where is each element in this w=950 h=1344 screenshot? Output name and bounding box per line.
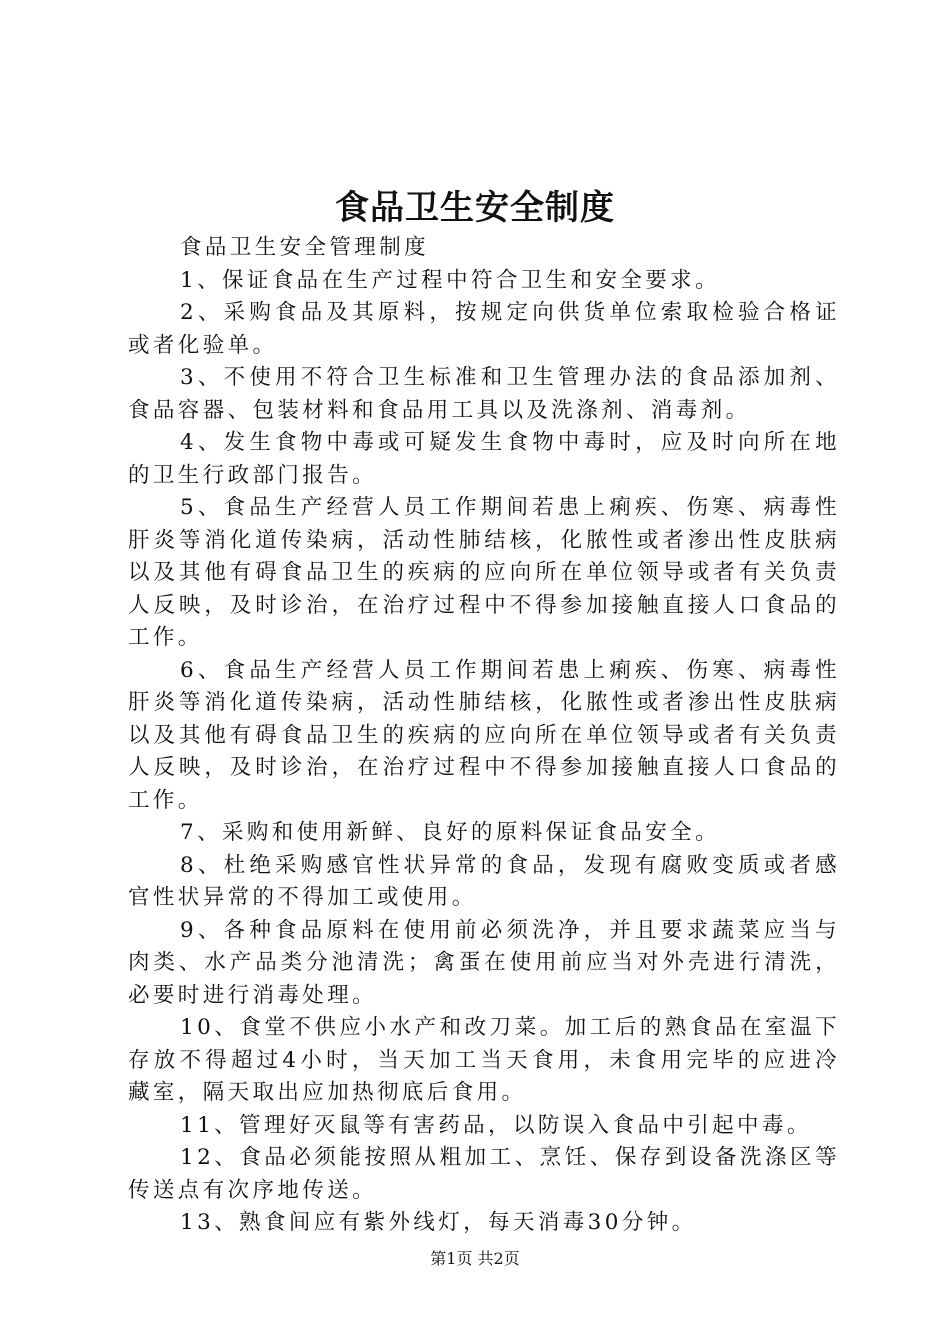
page-footer: 第1页 共2页 bbox=[430, 1249, 520, 1268]
paragraph-5: 5、食品生产经营人员工作期间若患上痢疾、伤寒、病毒性肝炎等消化道传染病，活动性肺结核，化脓性或者渗出性皮肤病以及其他有碍食品卫生的疾病的应向所在单位领导或者有关负责人反映，及时诊治，在治疗过程中不得参加接触直接人口食品的工作。 bbox=[128, 495, 840, 650]
document-subtitle: 食品卫生安全管理制度 bbox=[180, 235, 430, 260]
paragraph-10: 10、食堂不供应小水产和改刀菜。加工后的熟食品在室温下存放不得超过4小时，当天加工当天食用，未食用完毕的应进冷藏室，隔天取出应加热彻底后食用。 bbox=[128, 1015, 840, 1105]
paragraph-12: 12、食品必须能按照从粗加工、烹饪、保存到设备洗涤区等传送点有次序地传送。 bbox=[128, 1145, 840, 1203]
document-title: 食品卫生安全制度 bbox=[335, 188, 615, 228]
paragraph-3: 3、不使用不符合卫生标准和卫生管理办法的食品添加剂、食品容器、包装材料和食品用工具以及洗涤剂、消毒剂。 bbox=[128, 365, 840, 423]
paragraph-7: 7、采购和使用新鲜、良好的原料保证食品安全。 bbox=[180, 820, 720, 845]
paragraph-1: 1、保证食品在生产过程中符合卫生和安全要求。 bbox=[180, 267, 720, 293]
paragraph-2: 2、采购食品及其原料，按规定向供货单位索取检验合格证或者化验单。 bbox=[128, 300, 840, 358]
document-body bbox=[128, 232, 840, 1240]
paragraph-13: 13、熟食间应有紫外线灯，每天消毒30分钟。 bbox=[180, 1210, 697, 1235]
paragraph-4: 4、发生食物中毒或可疑发生食物中毒时，应及时向所在地的卫生行政部门报告。 bbox=[128, 430, 840, 488]
paragraph-8: 8、杜绝采购感官性状异常的食品，发现有腐败变质或者感官性状异常的不得加工或使用。 bbox=[128, 852, 840, 910]
paragraph-11: 11、管理好灭鼠等有害药品，以防误入食品中引起中毒。 bbox=[180, 1112, 812, 1138]
paragraph-6: 6、食品生产经营人员工作期间若患上痢疾、伤寒、病毒性肝炎等消化道传染病，活动性肺结核，化脓性或者渗出性皮肤病以及其他有碍食品卫生的疾病的应向所在单位领导或者有关负责人反映，及时诊治，在治疗过程中不得参加接触直接人口食品的工作。 bbox=[128, 657, 840, 813]
paragraph-9: 9、各种食品原料在使用前必须洗净，并且要求蔬菜应当与肉类、水产品类分池清洗；禽蛋在使用前应当对外壳进行清洗，必要时进行消毒处理。 bbox=[128, 917, 840, 1008]
